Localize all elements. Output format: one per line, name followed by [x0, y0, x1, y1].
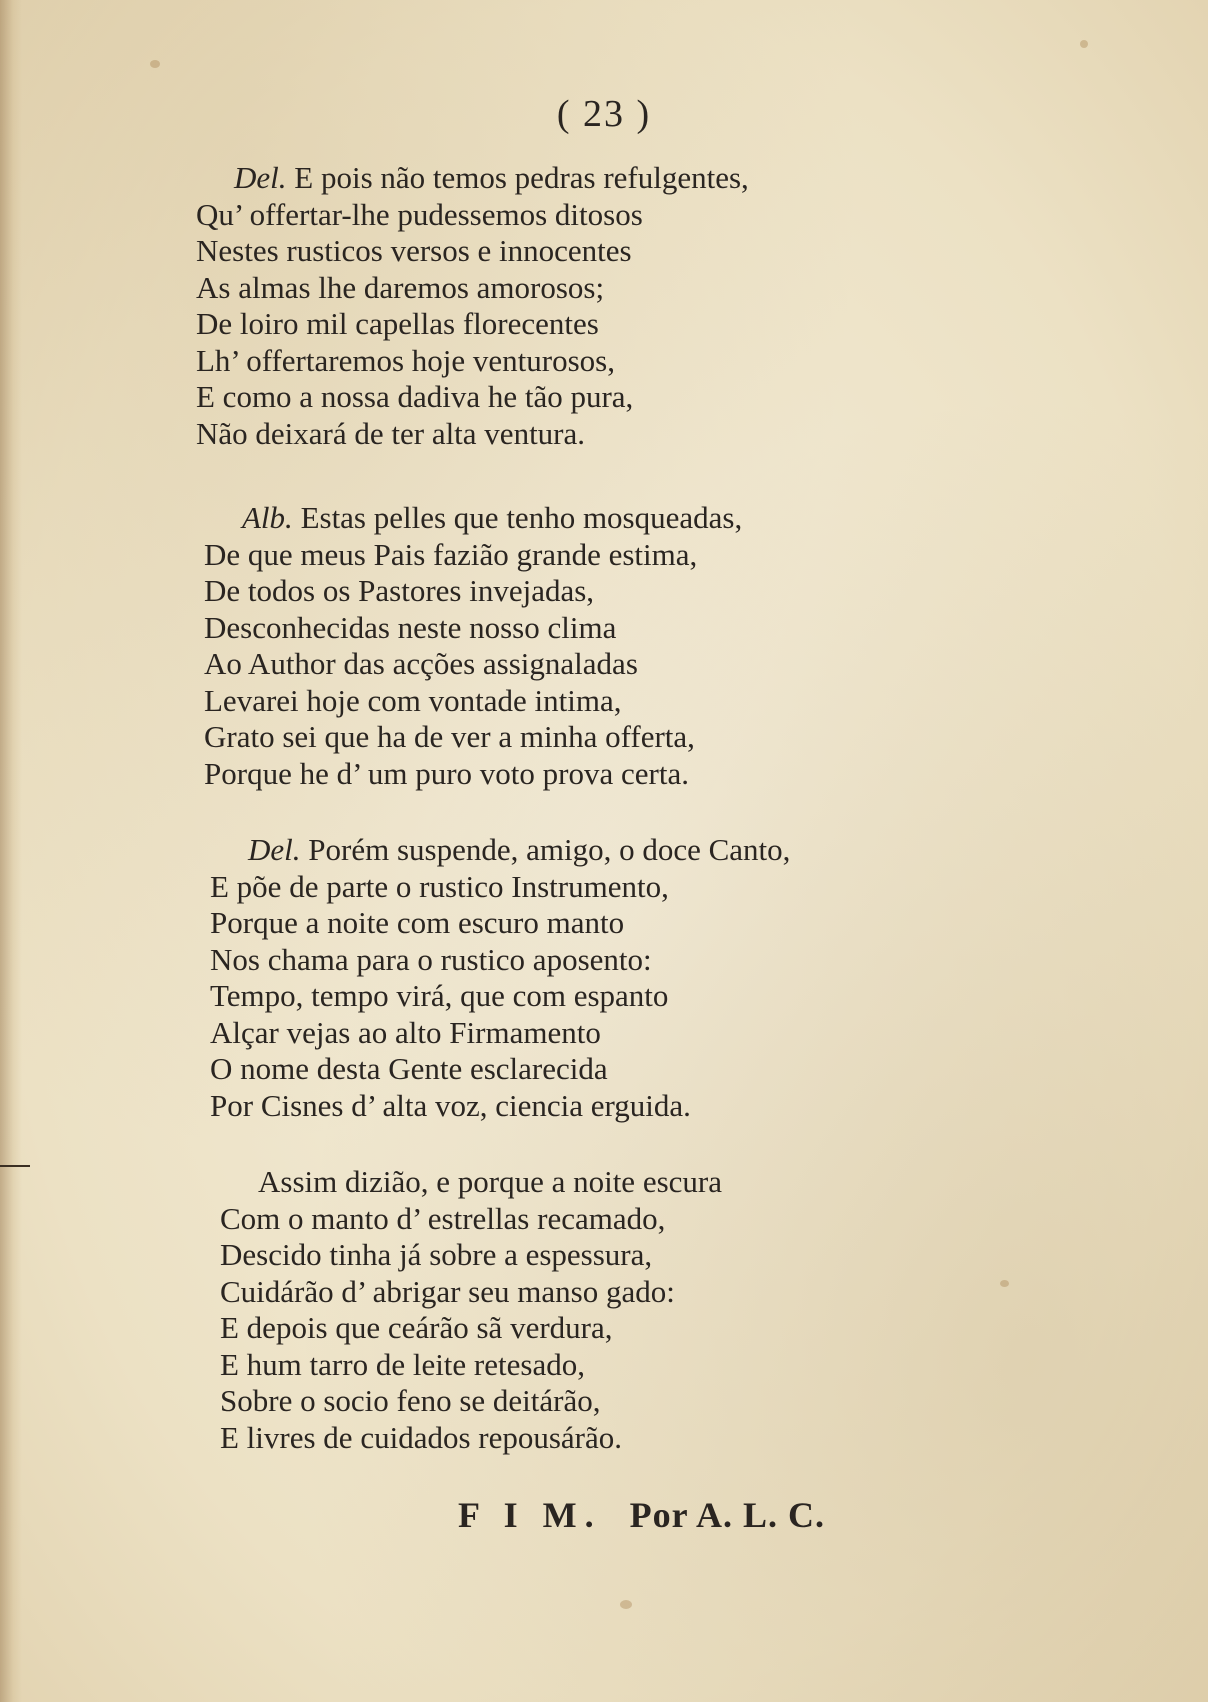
- page-number: ( 23 ): [556, 93, 652, 135]
- closing-line: [458, 1494, 825, 1536]
- verse-line: Cuidárão d’ abrigar seu manso gado:: [220, 1273, 675, 1309]
- verse-line: Ao Author das acções assignaladas: [204, 646, 638, 681]
- verse-line: De todos os Pastores invejadas,: [204, 573, 595, 608]
- verse-line: Assim dizião, e porque a noite escura: [258, 1164, 722, 1199]
- verse-line: Grato sei que ha de ver a minha offerta,: [204, 719, 695, 754]
- verse-line: As almas lhe daremos amorosos;: [196, 269, 605, 305]
- verse-line: Del. E pois não temos pedras refulgentes,: [234, 160, 749, 195]
- verse-line: Del. Porém suspende, amigo, o doce Canto,: [248, 832, 791, 867]
- speaker-label: Del.: [234, 160, 287, 195]
- foxing-spot: [150, 60, 160, 68]
- fim-label: F I M.: [458, 1495, 602, 1535]
- stanza-1: [196, 160, 749, 452]
- verse-line: E hum tarro de leite retesado,: [220, 1346, 585, 1382]
- verse-line: Qu’ offertar-lhe pudessemos ditosos: [196, 196, 643, 232]
- stanza-4: [220, 1164, 722, 1456]
- verse-line: E depois que ceárão sã verdura,: [220, 1310, 613, 1345]
- verse-line: Descido tinha já sobre a espessura,: [220, 1237, 653, 1272]
- stanza-3: [210, 832, 790, 1124]
- verse-line: Alçar vejas ao alto Firmamento: [210, 1014, 601, 1050]
- verse-line: Porque a noite com escuro manto: [210, 905, 625, 940]
- margin-mark: [0, 1165, 30, 1167]
- verse-line: Desconhecidas neste nosso clima: [204, 609, 617, 645]
- foxing-spot: [1000, 1280, 1009, 1287]
- verse-line: Lh’ offertaremos hoje venturosos,: [196, 342, 615, 378]
- verse-line: O nome desta Gente esclarecida: [210, 1051, 608, 1086]
- verse-line: Com o manto d’ estrellas recamado,: [220, 1200, 666, 1236]
- verse-line: Não deixará de ter alta ventura.: [196, 415, 586, 451]
- speaker-label: Alb.: [242, 500, 293, 535]
- verse-line: E livres de cuidados repousárão.: [220, 1419, 623, 1455]
- verse-line: Por Cisnes d’ alta voz, ciencia erguida.: [210, 1087, 691, 1123]
- verse-line: Nestes rusticos versos e innocentes: [196, 233, 632, 268]
- page-edge-shadow: [0, 0, 22, 1702]
- foxing-spot: [1080, 40, 1088, 48]
- author-credit: Por A. L. C.: [629, 1495, 825, 1535]
- verse-line: De loiro mil capellas florecentes: [196, 306, 599, 341]
- verse-line: Levarei hoje com vontade intima,: [204, 682, 622, 718]
- verse-line: E põe de parte o rustico Instrumento,: [210, 868, 669, 904]
- verse-line: E como a nossa dadiva he tão pura,: [196, 379, 634, 414]
- foxing-spot: [620, 1600, 632, 1609]
- verse-line: Porque he d’ um puro voto prova certa.: [204, 755, 689, 791]
- verse-line: De que meus Pais fazião grande estima,: [204, 536, 698, 572]
- verse-line: Nos chama para o rustico aposento:: [210, 941, 652, 977]
- verse-line: Sobre o socio feno se deitárão,: [220, 1383, 601, 1418]
- verse-line: Alb. Estas pelles que tenho mosqueadas,: [242, 500, 743, 535]
- verse-line: Tempo, tempo virá, que com espanto: [210, 978, 669, 1013]
- stanza-2: [204, 500, 742, 792]
- speaker-label: Del.: [248, 832, 301, 867]
